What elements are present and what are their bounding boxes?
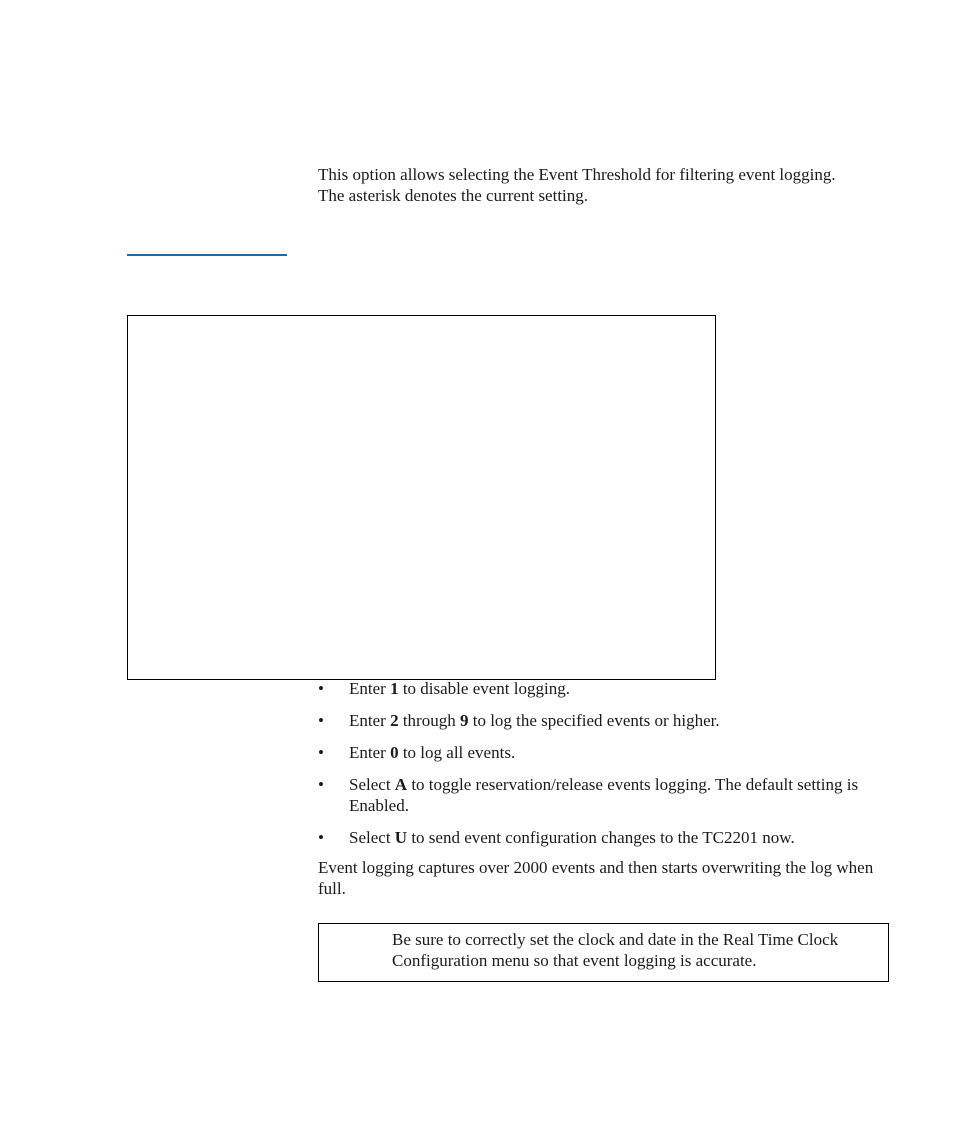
bullet-icon: •	[318, 828, 324, 847]
option-list	[318, 678, 888, 859]
key-label: U	[394, 828, 408, 847]
note-box	[318, 923, 889, 982]
list-item	[318, 827, 888, 848]
bullet-icon: •	[318, 711, 324, 730]
bullet-text: Select	[349, 828, 395, 847]
note-text: Be sure to correctly set the clock and date in the Real Time Clock Configuration menu so that event logging is accurate.	[392, 930, 839, 970]
key-label: A	[394, 775, 408, 794]
key-label: 2	[390, 711, 399, 730]
key-label: 9	[459, 711, 469, 730]
bullet-text: to log the specified events or higher.	[468, 711, 720, 730]
list-item	[318, 774, 888, 816]
bullet-text: through	[398, 711, 460, 730]
bullet-text: to disable event logging.	[398, 679, 570, 698]
bullet-icon: •	[318, 775, 324, 794]
bullet-text: to send event configuration changes to the TC2201 now.	[407, 828, 795, 847]
section-rule	[127, 254, 287, 256]
closing-paragraph: Event logging captures over 2000 events and then starts overwriting the log when full.	[318, 858, 874, 898]
bullet-text: Select	[349, 775, 395, 794]
bullet-text: Enter	[349, 743, 391, 762]
bullet-text: Enter	[349, 711, 391, 730]
intro-paragraph: This option allows selecting the Event Threshold for filtering event logging. The asterisk denotes the current setting.	[318, 165, 836, 205]
list-item	[318, 710, 888, 731]
key-label: 0	[390, 743, 399, 762]
key-label: 1	[390, 679, 399, 698]
bullet-text: Enter	[349, 679, 391, 698]
menu-screen-frame	[127, 315, 716, 680]
list-item	[318, 678, 888, 699]
bullet-text: to log all events.	[398, 743, 516, 762]
bullet-text: to toggle reservation/release events logging. The default setting is Enabled.	[349, 775, 859, 815]
bullet-icon: •	[318, 743, 324, 762]
list-item	[318, 742, 888, 763]
bullet-icon: •	[318, 679, 324, 698]
